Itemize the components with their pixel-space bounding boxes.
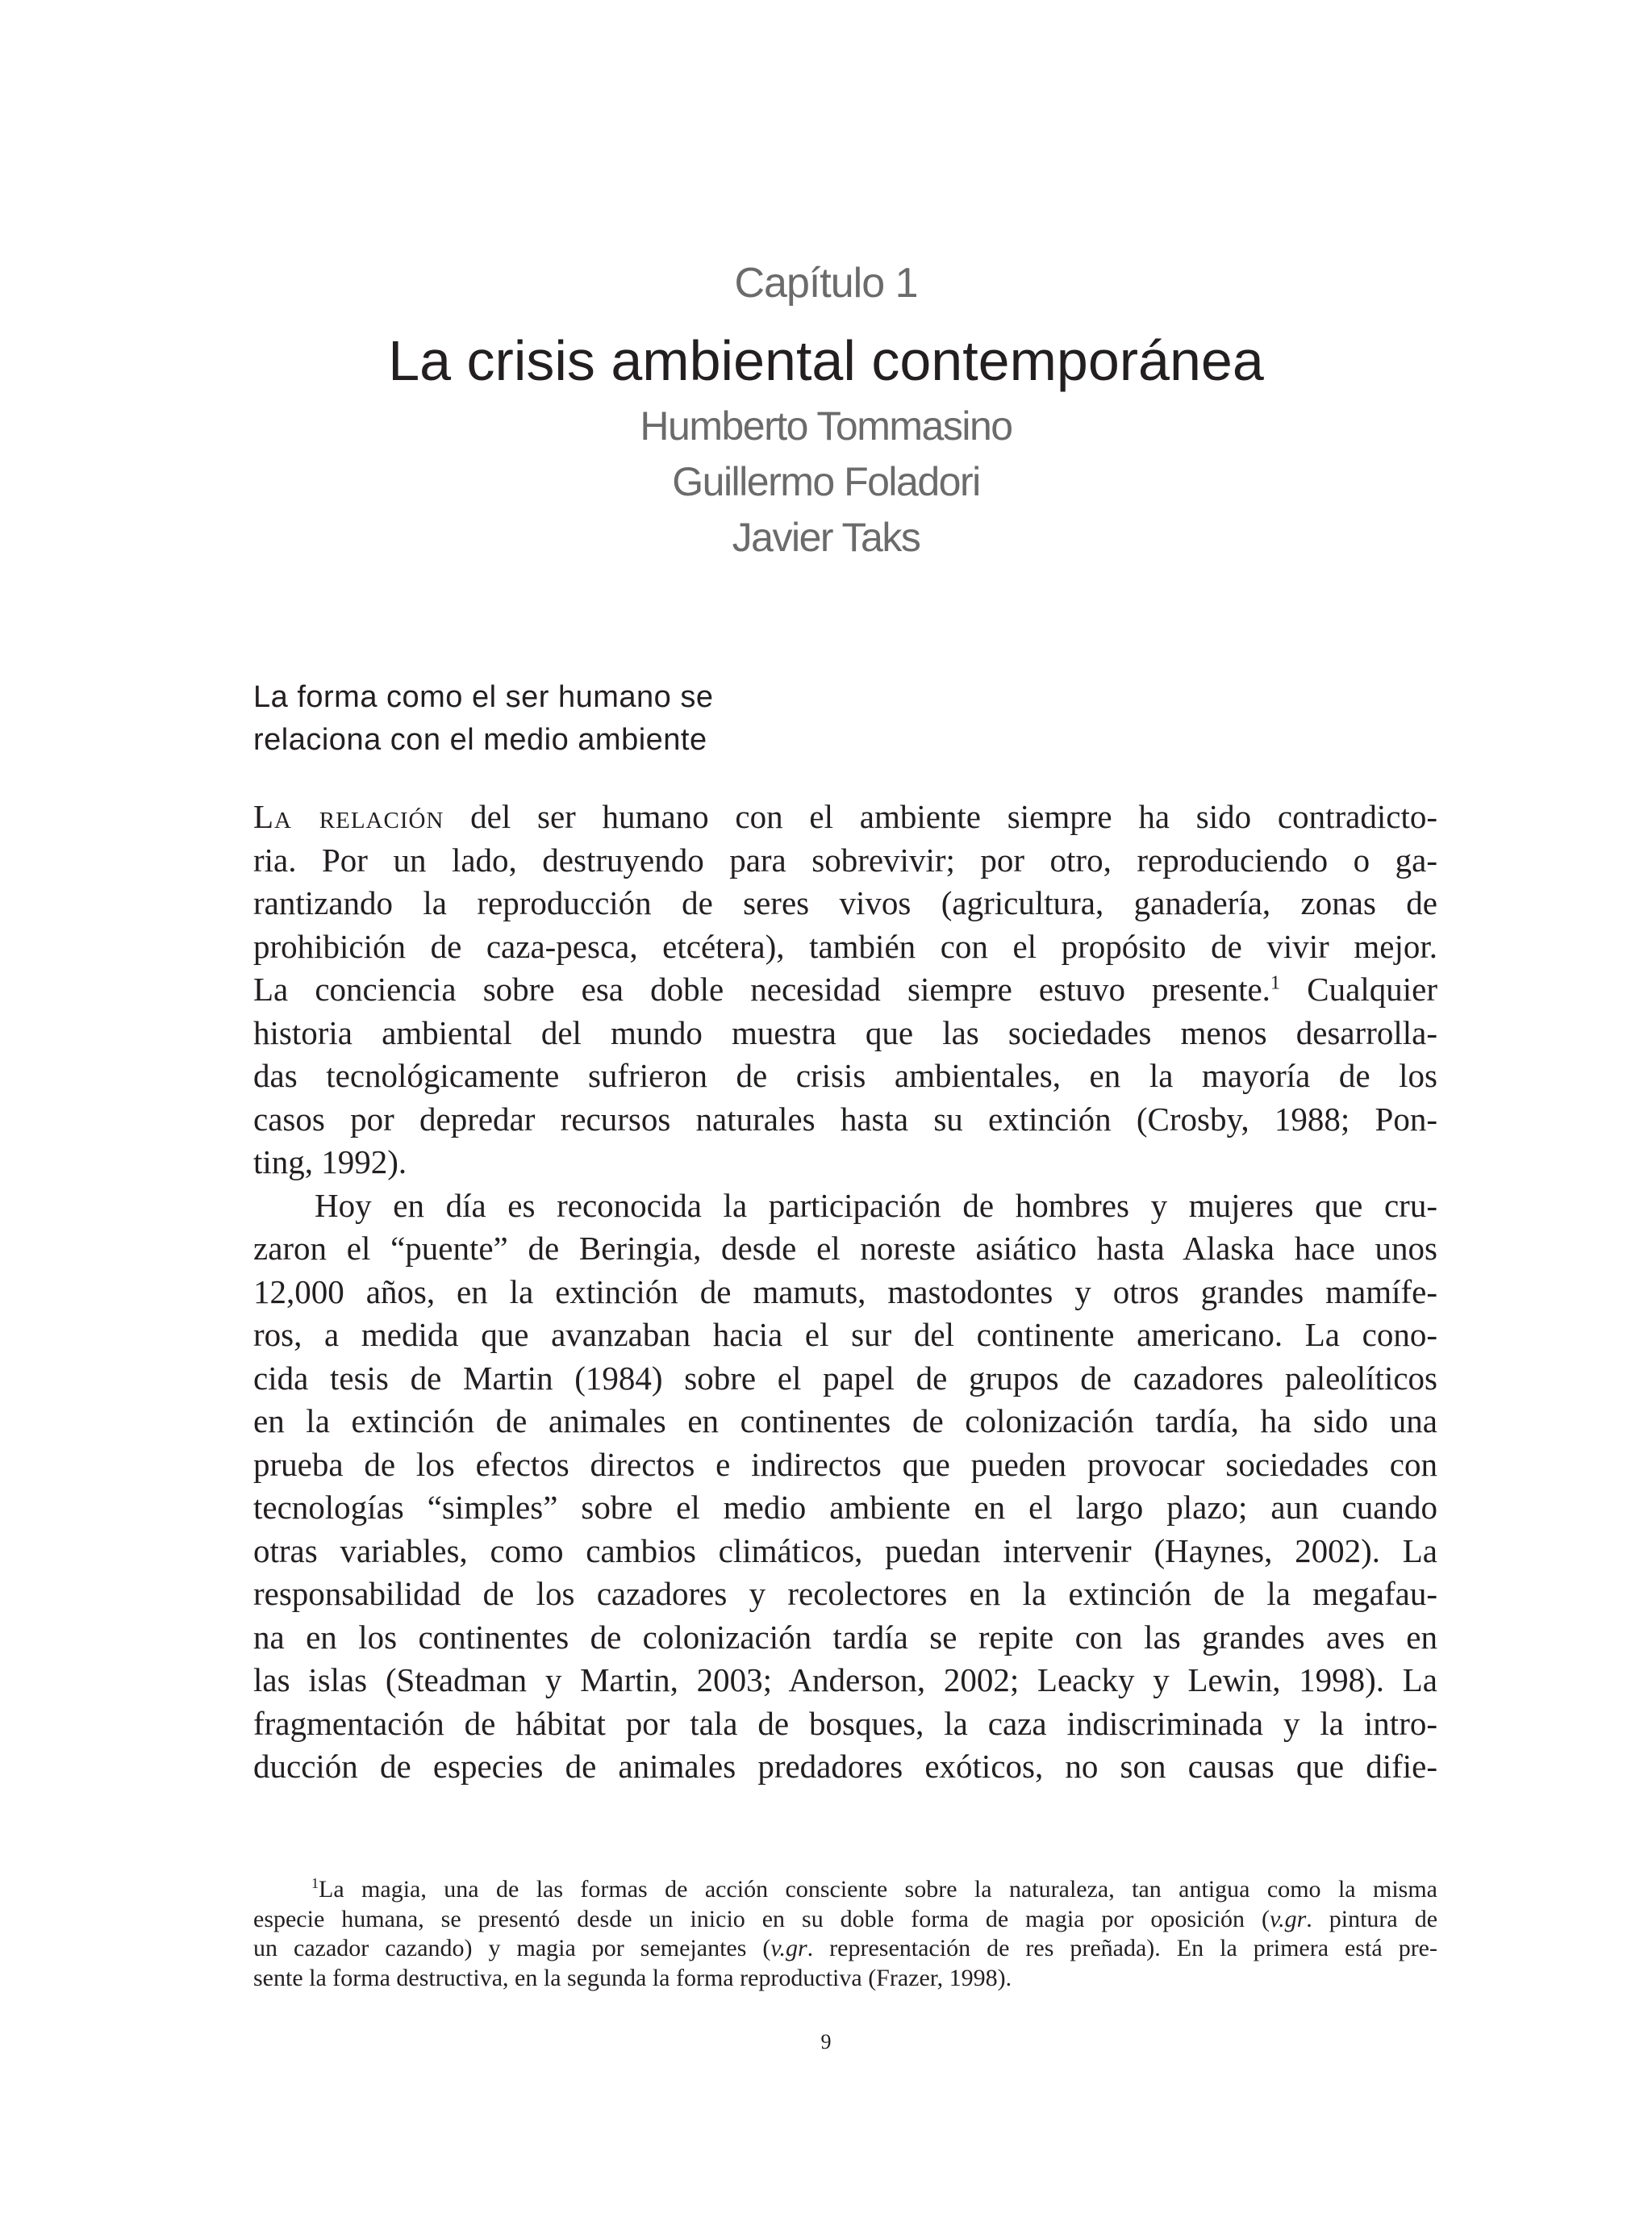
body-line: tecnologías “simples” sobre el medio ambiente en el largo plazo; aun cuando <box>253 1489 1437 1526</box>
author-name: Javier Taks <box>732 515 920 560</box>
footnote-marker: 1 <box>311 1875 319 1891</box>
section-heading-line: La forma como el ser humano se <box>253 680 714 714</box>
chapter-label: Capítulo 1 <box>734 260 918 307</box>
footnote-line: especie humana, se presentó desde un inicio en su doble forma de magia por oposición (v.gr. pintura de <box>253 1905 1438 1932</box>
footnote-line: sente la forma destructiva, en la segunda la forma reproductiva (Frazer, 1998). <box>253 1964 1012 1991</box>
body-line: ria. Por un lado, destruyendo para sobrevivir; por otro, reproduciendo o ga- <box>253 841 1437 879</box>
body-line: Hoy en día es reconocida la participación de hombres y mujeres que cru- <box>315 1186 1437 1224</box>
body-line: fragmentación de hábitat por tala de bosques, la caza indiscriminada y la intro- <box>253 1704 1437 1742</box>
footnote-line: $^1$La magia, una de las formas de acción consciente sobre la naturaleza, tan antigua como la misma <box>311 1875 1437 1903</box>
body-line: ros, a medida que avanzaban hacia el sur del continente americano. La cono- <box>253 1316 1437 1353</box>
body-line: prueba de los efectos directos e indirectos que pueden provocar sociedades con <box>253 1445 1437 1483</box>
body-line: en la extinción de animales en continentes de colonización tardía, ha sido una <box>253 1402 1437 1439</box>
author-name: Humberto Tommasino <box>640 403 1012 449</box>
footnote <box>253 1875 1437 1993</box>
body-line: las islas (Steadman y Martin, 2003; Anderson, 2002; Leacky y Lewin, 1998). La <box>253 1661 1437 1698</box>
page-number: 9 <box>820 2030 832 2053</box>
body-line: zaron el “puente” de Beringia, desde el noreste asiático hasta Alaska hace unos <box>253 1230 1437 1267</box>
body-line: La conciencia sobre esa doble necesidad siempre estuvo presente.$^1$ Cualquier <box>253 971 1437 1008</box>
author-list <box>0 399 1652 566</box>
body-line: otras variables, como cambios climáticos, puedan intervenir (Haynes, 2002). La <box>253 1531 1437 1569</box>
body-line: 12,000 años, en la extinción de mamuts, mastodontes y otros grandes mamífe- <box>253 1272 1437 1310</box>
body-line: ting, 1992). <box>253 1143 407 1180</box>
body-line: rantizando la reproducción de seres vivos (agricultura, ganadería, zonas de <box>253 884 1437 921</box>
footnote-reference[interactable]: 1 <box>1270 971 1281 994</box>
body-text <box>253 796 1437 1789</box>
lead-smallcaps: La relación <box>253 798 444 835</box>
body-line: responsabilidad de los cazadores y recolectores en la extinción de la megafau- <box>253 1575 1437 1612</box>
body-line: casos por depredar recursos naturales hasta su extinción (Crosby, 1988; Pon- <box>253 1100 1437 1138</box>
body-line: na en los continentes de colonización tardía se repite con las grandes aves en <box>253 1618 1437 1656</box>
body-line: prohibición de caza-pesca, etcétera), también con el propósito de vivir mejor. <box>253 927 1437 965</box>
footnote-line: un cazador cazando) y magia por semejantes (v.gr. representación de res preñada). En la primera está pre- <box>253 1935 1437 1961</box>
chapter-title: La crisis ambiental contemporánea <box>388 329 1264 392</box>
body-line: historia ambiental del mundo muestra que las sociedades menos desarrolla- <box>253 1013 1437 1051</box>
body-line: La relación del ser humano con el ambiente siempre ha sido contradicto- <box>253 798 1437 835</box>
section-heading-line: relaciona con el medio ambiente <box>253 723 707 757</box>
body-line: ducción de especies de animales predadores exóticos, no son causas que difie- <box>253 1748 1437 1785</box>
section-heading <box>253 676 979 762</box>
author-name: Guillermo Foladori <box>672 459 980 504</box>
body-line: cida tesis de Martin (1984) sobre el papel de grupos de cazadores paleolíticos <box>253 1359 1437 1397</box>
body-line: das tecnológicamente sufrieron de crisis ambientales, en la mayoría de los <box>253 1057 1437 1094</box>
